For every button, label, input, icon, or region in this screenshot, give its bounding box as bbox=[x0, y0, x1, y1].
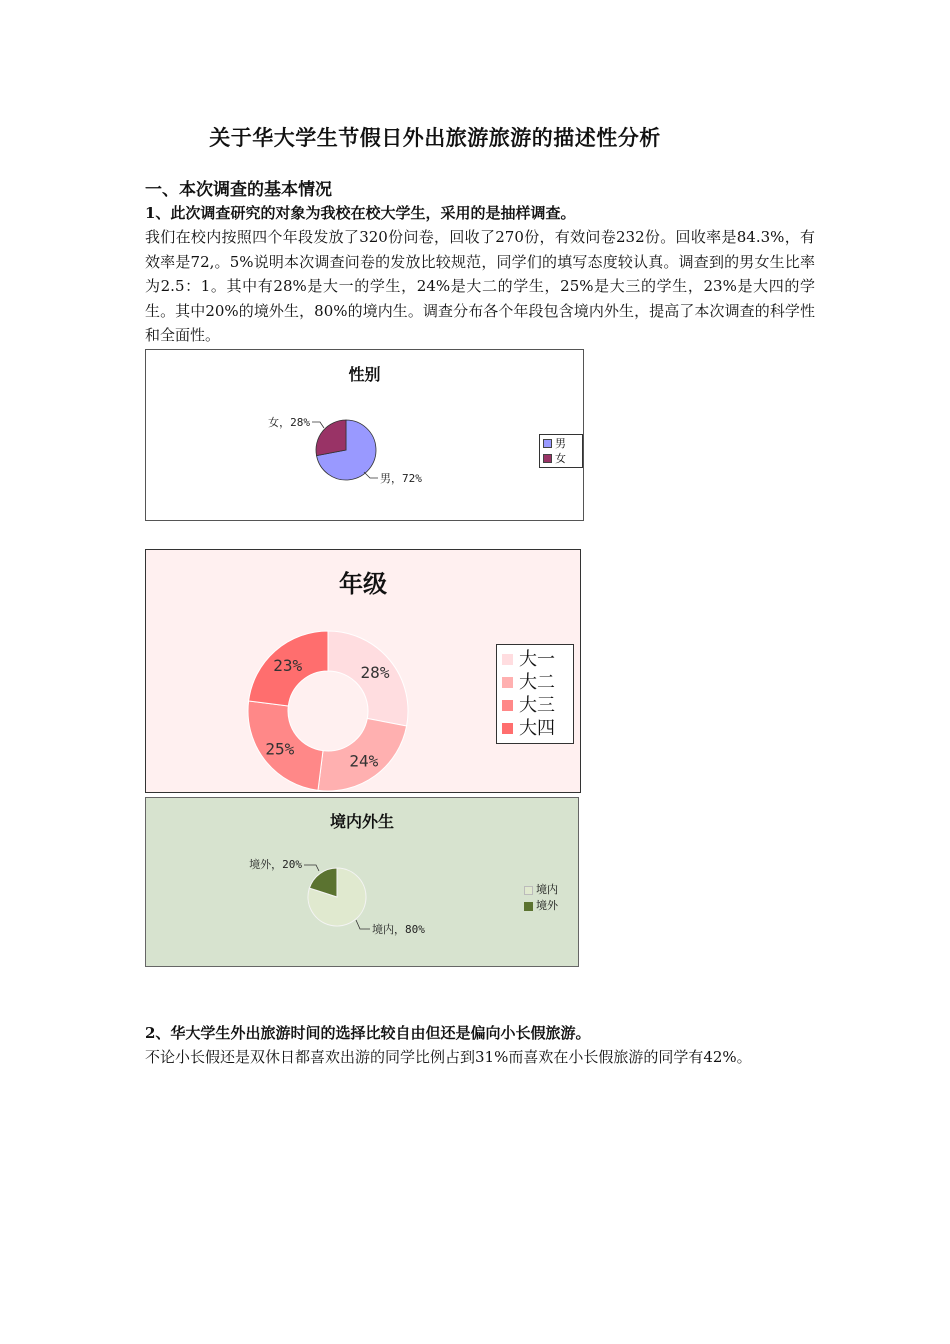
data-label: 25% bbox=[265, 739, 295, 759]
point-1-paragraph: 我们在校内按照四个年段发放了320份问卷，回收了270份，有效问卷232份。回收率是84.3%，有效率是72,。5%说明本次调查问卷的发放比较规范，同学们的填写态度较认真。调查到的男女生比率为2.5：1。其中有28%是大一的学生，24%是大二的学生，25%是大三的学生，23%是大四的学生。其中20%的境外生，80%的境内生。调查分布各个年段包含境内外生，提高了本次调查的科学性和全面性。 bbox=[145, 228, 815, 344]
data-label: 23% bbox=[273, 656, 303, 676]
pie-plot bbox=[146, 350, 583, 520]
document-title: 关于华大学生节假日外出旅游旅游的描述性分析 bbox=[209, 125, 661, 150]
legend-label: 境内 bbox=[536, 883, 558, 896]
gender-pie-chart bbox=[145, 349, 584, 521]
legend-label: 大三 bbox=[519, 695, 555, 716]
point-2-paragraph: 不论小长假还是双休日都喜欢出游的同学比例占到31%而喜欢在小长假旅游的同学有42%。 bbox=[145, 1048, 752, 1066]
data-label: 境内，80% bbox=[372, 923, 425, 936]
legend-swatch bbox=[502, 700, 513, 711]
leader-line bbox=[364, 472, 378, 478]
leader-line bbox=[304, 865, 319, 871]
legend-swatch bbox=[543, 439, 552, 448]
legend-item-year3 bbox=[502, 694, 568, 717]
legend-item-domestic bbox=[524, 882, 558, 898]
data-label: 男，72% bbox=[380, 472, 422, 485]
legend-label: 大一 bbox=[519, 649, 555, 670]
legend-label: 境外 bbox=[536, 899, 558, 912]
pie-plot bbox=[146, 798, 578, 966]
leader-line bbox=[356, 920, 370, 929]
slice-2 bbox=[316, 420, 346, 456]
data-label: 24% bbox=[349, 751, 379, 771]
legend bbox=[524, 882, 558, 914]
section-heading: 一、本次调查的基本情况 bbox=[145, 180, 332, 200]
legend-swatch bbox=[543, 454, 552, 463]
legend-swatch bbox=[502, 677, 513, 688]
legend-swatch bbox=[502, 723, 513, 734]
grade-doughnut-chart bbox=[145, 549, 581, 793]
domestic-foreign-pie-chart bbox=[145, 797, 579, 967]
legend-item-year2 bbox=[502, 671, 568, 694]
chart-title: 性别 bbox=[348, 365, 381, 384]
data-label: 28% bbox=[360, 663, 390, 683]
data-label: 境外，20% bbox=[249, 858, 302, 871]
legend bbox=[496, 644, 574, 744]
point-2-heading: 2、华大学生外出旅游时间的选择比较自由但还是偏向小长假旅游。 bbox=[145, 1024, 591, 1042]
chart-title: 年级 bbox=[339, 570, 387, 598]
legend-item-foreign bbox=[524, 898, 558, 914]
legend-item-male bbox=[543, 436, 579, 451]
point-1-heading: 1、此次调查研究的对象为我校在校大学生，采用的是抽样调查。 bbox=[145, 204, 576, 222]
legend-item-female bbox=[543, 451, 579, 466]
data-label: 女，28% bbox=[268, 416, 310, 429]
legend-item-year1 bbox=[502, 648, 568, 671]
legend-label: 女 bbox=[555, 452, 566, 465]
legend-item-year4 bbox=[502, 717, 568, 740]
legend-swatch bbox=[524, 902, 533, 911]
leader-line bbox=[312, 422, 324, 428]
legend-label: 大四 bbox=[519, 718, 555, 739]
legend bbox=[539, 434, 583, 468]
legend-label: 男 bbox=[555, 437, 566, 450]
chart-title: 境内外生 bbox=[329, 812, 394, 831]
legend-label: 大二 bbox=[519, 672, 555, 693]
legend-swatch bbox=[502, 654, 513, 665]
legend-swatch bbox=[524, 886, 533, 895]
